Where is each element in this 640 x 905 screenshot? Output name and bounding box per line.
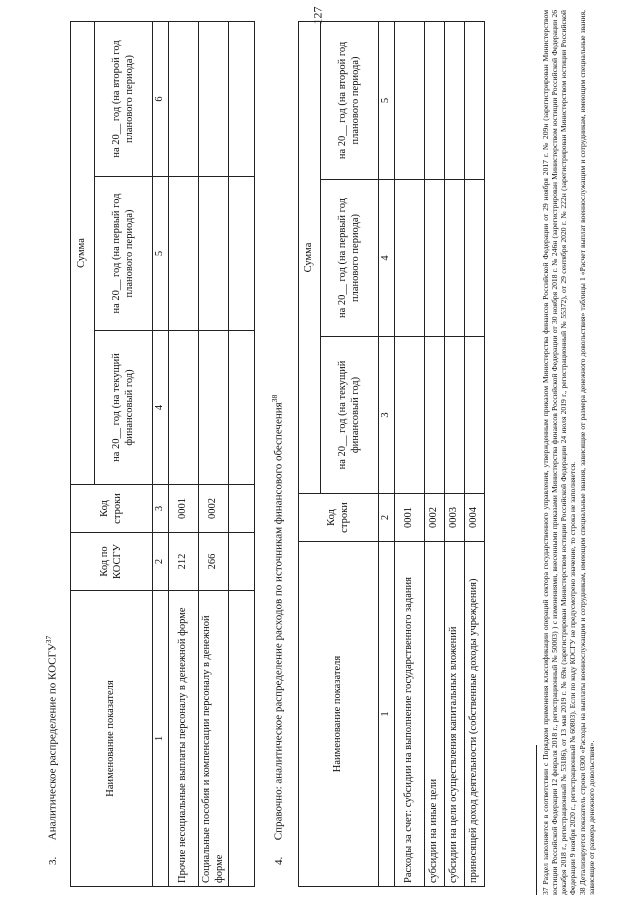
- kosgu-index-row: [153, 21, 169, 886]
- footnote-38: 38 Детализируется показатель строки 0300 «Расходы на выплаты военнослужащим и сотрудникам, имеющим специальные звания, зависящие от размера денежного довольствия» таблицы 1 «Расчет выплат военнослужащим и сотрудникам, имеющим специальные звания, зависящие от размера денежного довольствия».: [577, 10, 596, 895]
- funding-row-line: 0003: [445, 494, 465, 542]
- kosgu-index-cell: 5: [153, 177, 169, 331]
- kosgu-row-value: [169, 21, 199, 176]
- kosgu-header-name: Наименование показателя: [71, 591, 153, 887]
- section-4-title-text: Справочно: аналитическое распределение расходов по источникам финансового обеспечения: [272, 402, 285, 841]
- funding-index-cell: 2: [379, 494, 395, 542]
- kosgu-index-cell: 6: [153, 21, 169, 176]
- funding-index-cell: 5: [379, 21, 395, 179]
- table-row: [465, 21, 485, 886]
- section-4-number: 4.: [272, 856, 285, 865]
- funding-row-name: Расходы за счет: субсидии на выполнение государственного задания: [395, 542, 425, 887]
- funding-index-cell: 1: [379, 542, 395, 887]
- kosgu-row-value: [169, 177, 199, 331]
- funding-row-line: 0001: [395, 494, 425, 542]
- funding-row-name: субсидии на иные цели: [425, 542, 445, 887]
- page-number: 127: [310, 6, 325, 25]
- kosgu-header-code: Код по КОСГУ: [71, 533, 153, 591]
- funding-header-sum: Сумма: [299, 21, 321, 493]
- funding-row-line: 0002: [425, 494, 445, 542]
- footnote-ref-38: 38: [270, 394, 279, 403]
- table-row: [425, 21, 445, 886]
- footnotes: [542, 10, 598, 895]
- funding-row-line: 0004: [465, 494, 485, 542]
- funding-index-cell: 3: [379, 337, 395, 494]
- footnote-divider: [536, 745, 537, 895]
- kosgu-row-line: 0002: [199, 485, 229, 533]
- kosgu-row-value: [199, 177, 229, 331]
- table-row: [395, 21, 425, 886]
- funding-sources-table: [298, 21, 485, 887]
- footnote-37: 37 Раздел заполняется в соответствии с Порядком применения классификации операций сектора государственного управления, утвержденным приказом Министерства финансов Российской Федерации от 29 ноября 2017 г. № 209н (зарегистрирован Министерством юстиции Российской Федерации 12 февраля 2018 г., регистрационный № 50003) ) с изменениями, внесенными приказами Министерства финансов Российской Федерации от 30 ноября 2018 г. № 246н (зарегистрирован Министерством юстиции Российской Федерации 26 декабря 2018 г., регистрационный № 53186), от 13 мая 2019 г. № 69н (зарегистрирован Министерством юстиции Российской Федерации 24 июля 2019 г., регистрационный № 55372), от 29 сентября 2020 г. № 222н (зарегистрирован Министерством юстиции Российской Федерации 9 ноября 2020 г., регистрационный № 60803). Если по коду КОСГУ не предусмотрено значение, то строка не заполняется.: [541, 10, 577, 895]
- kosgu-row-line: 0001: [169, 485, 199, 533]
- funding-header-current-year: на 20__ год (на текущий финансовый год): [321, 337, 379, 494]
- funding-row-name: приносящей доход деятельности (собственные доходы учреждения): [465, 542, 485, 887]
- funding-header-second-plan-year: на 20__ год (на второй год планового периода): [321, 21, 379, 179]
- table-row: [445, 21, 465, 886]
- table-row: [199, 21, 229, 886]
- funding-header-line: Код строки: [299, 494, 379, 542]
- kosgu-index-cell: 1: [153, 591, 169, 887]
- section-3-title-text: Аналитическое распределение по КОСГУ: [46, 643, 59, 841]
- kosgu-index-cell: 3: [153, 485, 169, 533]
- rotated-page-content: [30, 10, 605, 895]
- kosgu-index-cell: 4: [153, 331, 169, 485]
- kosgu-header-second-plan-year: на 20__ год (на второй год планового периода): [95, 21, 153, 176]
- table-row: [229, 21, 255, 886]
- kosgu-header-sum: Сумма: [71, 21, 95, 484]
- kosgu-header-first-plan-year: на 20__ год (на первый год планового периода): [95, 177, 153, 331]
- kosgu-row-value: [169, 331, 199, 485]
- table-row: [169, 21, 199, 886]
- kosgu-row-code: 212: [169, 533, 199, 591]
- kosgu-index-cell: 2: [153, 533, 169, 591]
- kosgu-row-name: Социальные пособия и компенсации персоналу в денежной форме: [199, 591, 229, 887]
- funding-header-name: Наименование показателя: [299, 542, 379, 887]
- section-4-title: [270, 395, 285, 865]
- kosgu-row-name: Прочие несоциальные выплаты персоналу в денежной форме: [169, 591, 199, 887]
- footnote-ref-37: 37: [44, 635, 53, 644]
- funding-index-cell: 4: [379, 180, 395, 337]
- funding-row-name: субсидии на цели осуществления капитальных вложений: [445, 542, 465, 887]
- kosgu-row-code: 266: [199, 533, 229, 591]
- section-3-number: 3.: [46, 856, 59, 865]
- kosgu-row-value: [199, 331, 229, 485]
- funding-header-first-plan-year: на 20__ год (на первый год планового периода): [321, 180, 379, 337]
- section-3-title: [44, 636, 59, 865]
- kosgu-row-value: [199, 21, 229, 176]
- kosgu-header-line: Код строки: [71, 485, 153, 533]
- kosgu-header-current-year: на 20__ год (на текущий финансовый год): [95, 331, 153, 485]
- kosgu-table: [70, 21, 255, 887]
- funding-index-row: [379, 21, 395, 886]
